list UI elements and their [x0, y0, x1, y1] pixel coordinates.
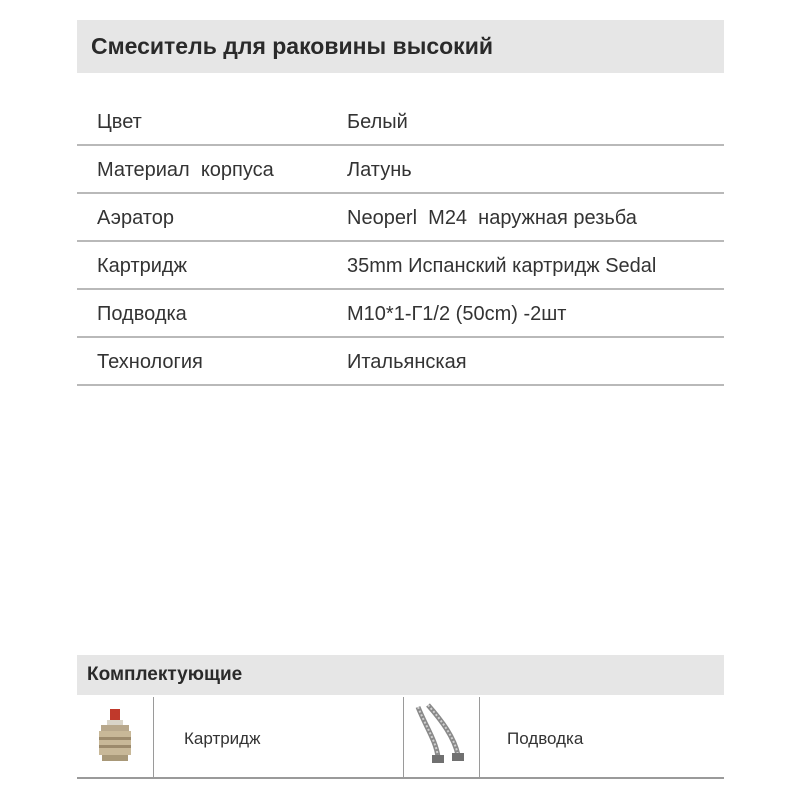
- spec-value: Итальянская: [347, 351, 467, 373]
- spec-key: Технология: [97, 351, 203, 373]
- hose-icon: [404, 697, 479, 777]
- spec-table: [77, 98, 724, 386]
- spec-value: M10*1-Г1/2 (50cm) -2шт: [347, 303, 567, 325]
- cartridge-icon: [77, 697, 153, 777]
- spec-key: Аэратор: [97, 207, 174, 229]
- spec-value: Neoperl M24 наружная резьба: [347, 207, 637, 229]
- page-title: Смеситель для раковины высокий: [91, 33, 493, 59]
- cell-divider: [153, 697, 154, 777]
- spec-key: Материал корпуса: [97, 159, 274, 181]
- spec-value: 35mm Испанский картридж Sedal: [347, 255, 657, 277]
- spec-key: Картридж: [97, 255, 187, 277]
- title-bar: [77, 20, 724, 73]
- accessories-row: [77, 697, 724, 779]
- spec-key: Подводка: [97, 303, 187, 325]
- spec-row-aerator: [77, 194, 724, 242]
- spec-key: Цвет: [97, 111, 142, 133]
- accessories-header: [77, 655, 724, 695]
- accessory-label-cartridge: Картридж: [184, 729, 261, 748]
- spec-row-cartridge: [77, 242, 724, 290]
- spec-value: Латунь: [347, 159, 412, 181]
- spec-value: Белый: [347, 111, 408, 133]
- cell-divider: [479, 697, 480, 777]
- spec-row-supply: [77, 290, 724, 338]
- spec-row-color: [77, 98, 724, 146]
- accessory-label-supply: Подводка: [507, 729, 584, 748]
- spec-row-material: [77, 146, 724, 194]
- spec-row-technology: [77, 338, 724, 386]
- accessories-title: Комплектующие: [87, 664, 243, 685]
